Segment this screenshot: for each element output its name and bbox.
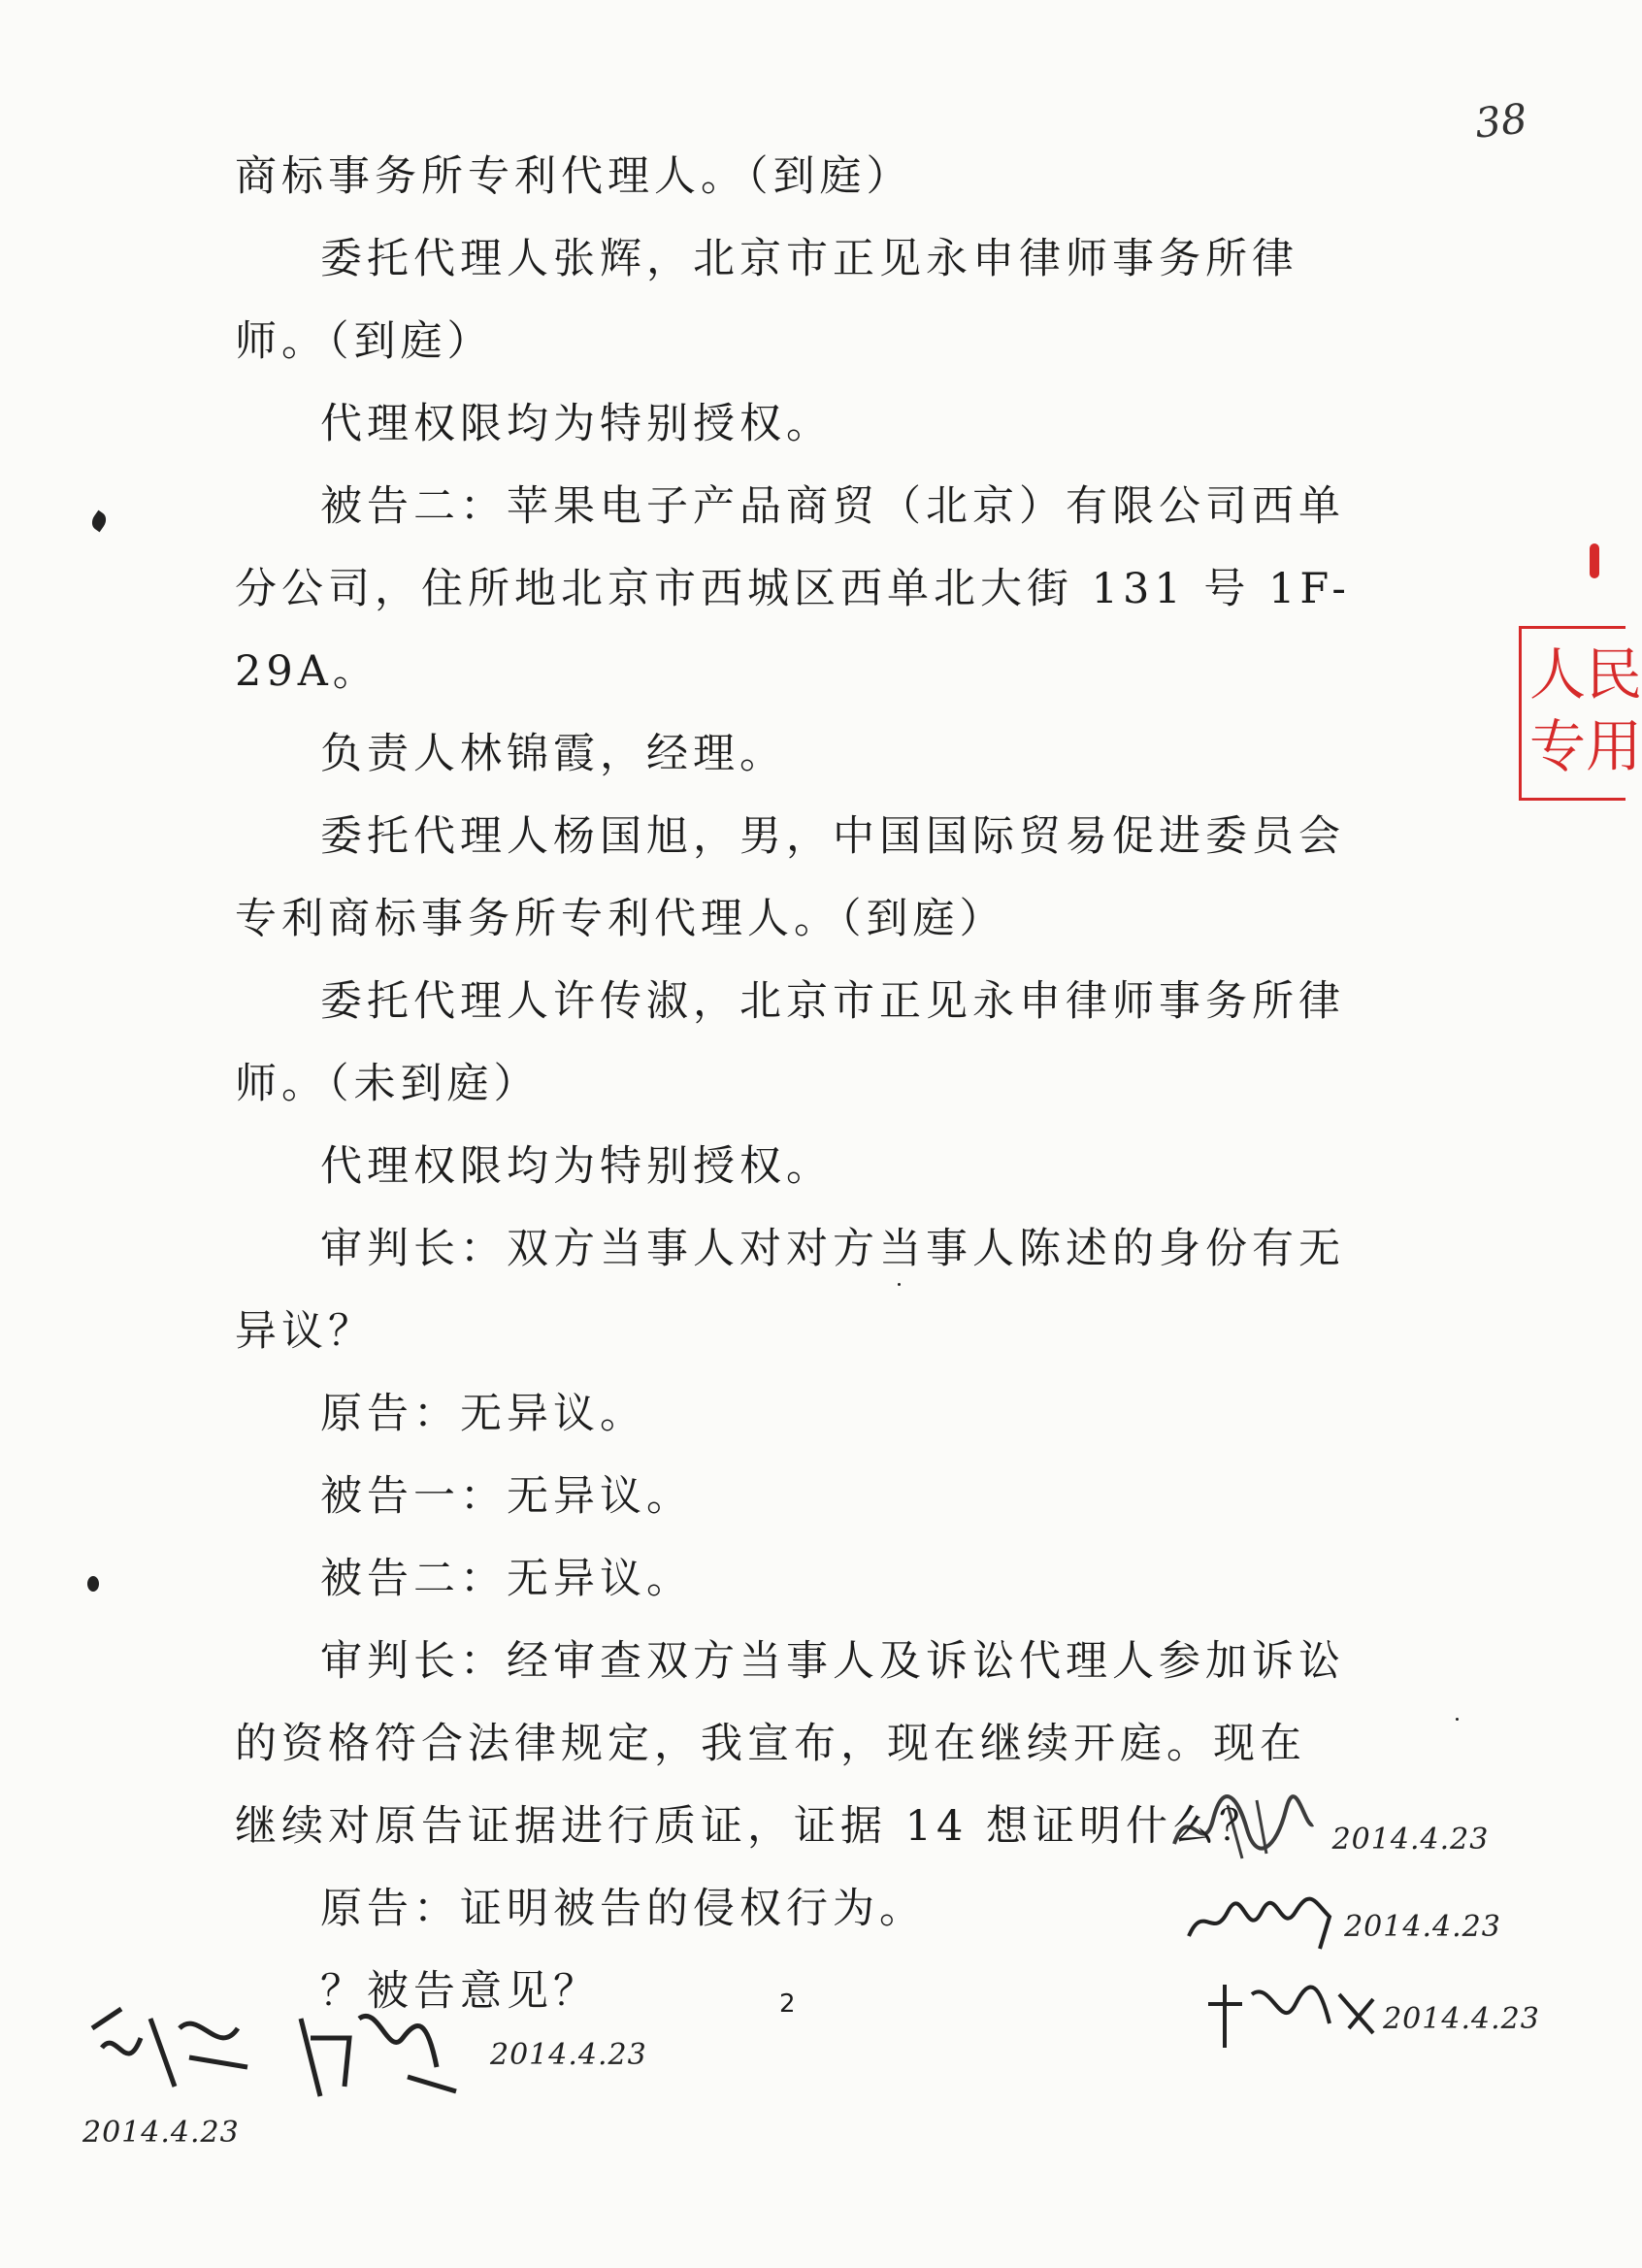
body-text: [235, 136, 1351, 2033]
paragraph: 被告二：苹果电子产品商贸（北京）有限公司西单分公司，住所地北京市西城区西单北大街 131 号 1F-29A。: [235, 482, 1351, 696]
paragraph: 商标事务所专利代理人。（到庭）: [235, 152, 913, 201]
signature-scribble-icon: [291, 1999, 466, 2106]
paragraph: 委托代理人杨国旭，男，中国国际贸易促进委员会专利商标事务所专利代理人。（到庭）: [235, 812, 1345, 943]
court-seal: [1519, 626, 1642, 801]
paragraph: 被告二：无异议。: [320, 1555, 693, 1603]
handwritten-signature: [1184, 1936, 1344, 1955]
signature-scribble-icon: [1203, 1975, 1378, 2053]
scan-speck: [87, 1576, 99, 1592]
scan-speck: [1456, 1718, 1459, 1721]
paragraph: 原告：证明被告的侵权行为。: [320, 1885, 926, 1933]
signature-scribble-icon: [82, 1999, 257, 2106]
scan-speck: [88, 510, 110, 533]
signature-scribble-icon: [1169, 1791, 1315, 1868]
paragraph: 委托代理人张辉，北京市正见永申律师事务所律师。（到庭）: [235, 235, 1298, 366]
signature-right-3: [1203, 1975, 1540, 2060]
scan-speck: [898, 1283, 901, 1286]
signature-left-date-1: 2014.4.23: [490, 2038, 647, 2072]
paragraph: 代理权限均为特别授权。: [320, 1142, 833, 1191]
signature-date: 2014.4.23: [1331, 1823, 1490, 1857]
signature-left-1: [82, 1999, 257, 2110]
paragraph: 审判长：双方当事人对对方当事人陈述的身份有无异议？: [235, 1225, 1345, 1356]
court-seal-text: 人民 专用: [1529, 641, 1642, 779]
page-number-top: 38: [1472, 94, 1529, 148]
signature-left-2: [291, 1999, 466, 2110]
signature-date: 2014.4.23: [1383, 2002, 1540, 2036]
paragraph: 负责人林锦霞，经理。: [320, 730, 786, 778]
signature-left-date-2: 2014.4.23: [82, 2116, 240, 2150]
paragraph: 委托代理人许传淑，北京市正见永申律师事务所律师。（未到庭）: [235, 977, 1345, 1108]
signature-right-2: [1184, 1892, 1501, 1958]
paragraph: ？被告意见？: [320, 1967, 600, 2016]
signature-scribble-icon: [1184, 1892, 1339, 1951]
handwritten-signature: [1203, 2038, 1383, 2056]
seal-mark: [1590, 543, 1599, 578]
paragraph: 代理权限均为特别授权。: [320, 400, 833, 448]
paragraph: 审判长：经审查双方当事人及诉讼代理人参加诉讼的资格符合法律规定，我宣布，现在继续开庭。现在继续对原告证据进行质证，证据 14 想证明什么？: [235, 1637, 1345, 1851]
signature-date: 2014.4.23: [1344, 1910, 1501, 1944]
footer-page-number: 2: [779, 1989, 796, 2019]
paragraph: 被告一：无异议。: [320, 1472, 693, 1521]
handwritten-signature: [1169, 1812, 1332, 1883]
paragraph: 原告：无异议。: [320, 1390, 646, 1438]
signature-right-1: [1169, 1791, 1489, 1883]
